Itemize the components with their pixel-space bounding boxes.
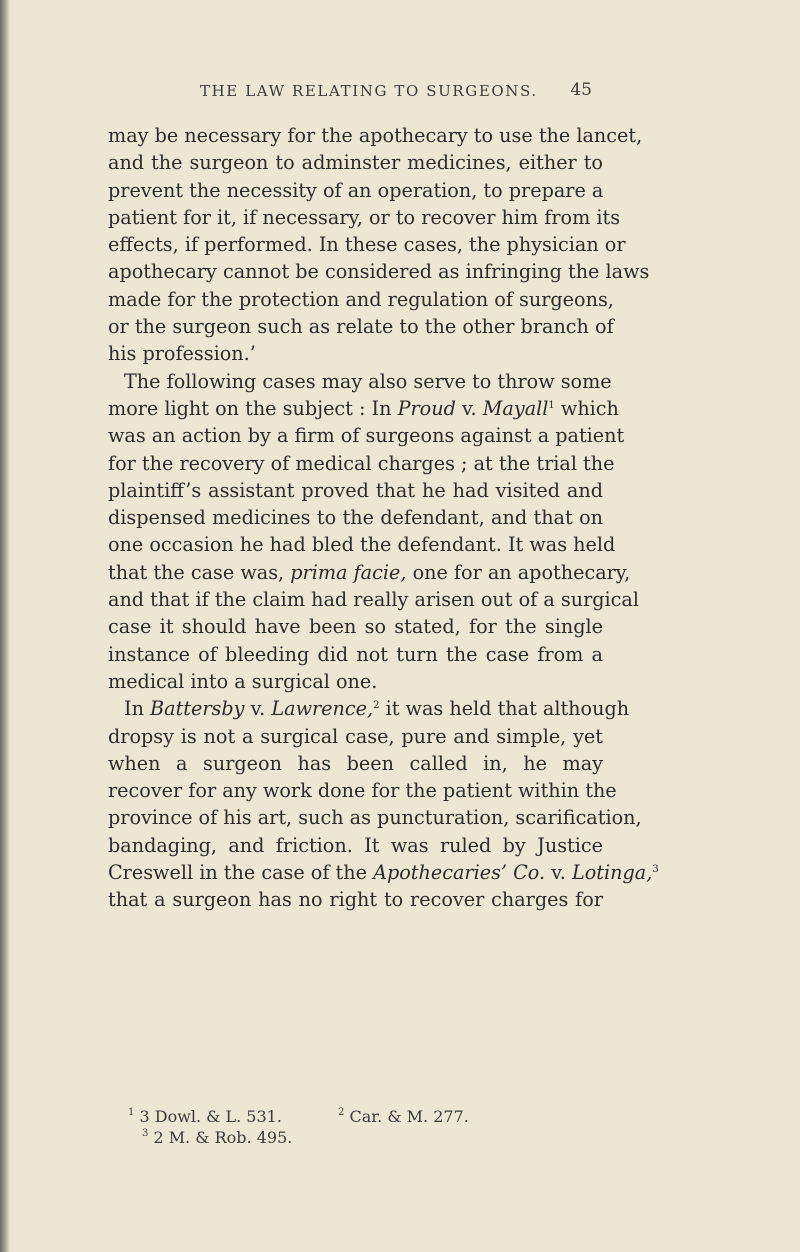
text-segment: it was held that although (385, 697, 630, 721)
text-line (108, 559, 631, 586)
footnote-ref-3: 3 (652, 864, 659, 876)
text-line: medical into a surgical one. (108, 669, 378, 693)
text-segment: Creswell in the case of the (108, 861, 367, 885)
footnotes (108, 1106, 603, 1148)
footnote-row (108, 1127, 603, 1148)
footnote-text: 2 M. & Rob. 495. (153, 1128, 293, 1147)
case-name-apothecaries: Apothecaries’ Co. (373, 861, 546, 885)
footnote-2 (338, 1106, 469, 1127)
text-segment: In (124, 697, 144, 721)
footnote-marker: 1 (128, 1107, 135, 1118)
text-line: patient for it, if necessary, or to recover him from its (108, 205, 621, 229)
text-line: and the surgeon to adminster medicines, either to (108, 151, 603, 175)
case-name-lawrence: Lawrence, (271, 697, 374, 721)
text-line: and that if the claim had really arisen out of a surgical (108, 588, 640, 612)
body-text (108, 122, 659, 914)
text-line: that a surgeon has no right to recover charges for (108, 888, 603, 912)
text-line: effects, if performed. In these cases, the physician or (108, 233, 626, 257)
page-number: 45 (570, 80, 592, 100)
text-line: made for the protection and regulation of surgeons, (108, 287, 614, 311)
text-line: bandaging, and friction. It was ruled by Justice (108, 833, 603, 857)
text-line: province of his art, such as puncturation, scarification, (108, 806, 642, 830)
case-name-mayall: Mayall (482, 396, 549, 420)
footnote-marker: 3 (142, 1128, 149, 1139)
text-line: dropsy is not a surgical case, pure and simple, yet (108, 724, 603, 748)
footnote-ref-1: 1 (548, 399, 555, 411)
footnote-text: 3 Dowl. & L. 531. (139, 1107, 282, 1126)
prima-facie: prima facie, (290, 560, 407, 584)
text-line (108, 695, 630, 722)
text-line: prevent the necessity of an operation, to prepare a (108, 178, 604, 202)
text-segment: that the case was, (108, 560, 285, 584)
text-line: The following cases may also serve to throw some (124, 369, 612, 393)
footnote-row (108, 1106, 603, 1127)
footnote-text: Car. & M. 277. (349, 1107, 469, 1126)
text-line: for the recovery of medical charges ; at the trial the (108, 451, 615, 475)
footnote-1 (128, 1106, 338, 1127)
text-line: recover for any work done for the patient within the (108, 779, 617, 803)
text-line: apothecary cannot be considered as infringing the laws (108, 260, 650, 284)
footnote-marker: 2 (338, 1107, 345, 1118)
text-line: his profession.’ (108, 342, 256, 366)
case-name-proud: Proud (397, 396, 456, 420)
running-header: THE LAW RELATING TO SURGEONS. (200, 82, 538, 100)
footnote-3 (142, 1127, 292, 1148)
versus: v. (461, 396, 477, 420)
text-line: was an action by a firm of surgeons against a patient (108, 424, 625, 448)
page-binding-edge (0, 0, 10, 1252)
footnote-ref-2: 2 (373, 700, 380, 712)
text-segment: which (560, 396, 619, 420)
versus: v. (551, 861, 566, 885)
text-line: plaintiff’s assistant proved that he had visited and (108, 478, 603, 502)
text-line: when a surgeon has been called in, he may (108, 751, 603, 775)
text-line (108, 395, 619, 422)
text-line: case it should have been so stated, for the single (108, 615, 603, 639)
text-line (108, 859, 659, 886)
text-line: may be necessary for the apothecary to use the lancet, (108, 124, 643, 147)
text-line: one occasion he had bled the defendant. It was held (108, 533, 616, 557)
text-segment: one for an apothecary, (412, 560, 631, 584)
case-name-battersby: Battersby (150, 697, 245, 721)
text-line: dispensed medicines to the defendant, and that on (108, 506, 603, 530)
versus: v. (250, 697, 266, 721)
text-line: instance of bleeding did not turn the case from a (108, 642, 603, 666)
text-line: or the surgeon such as relate to the other branch of (108, 315, 614, 339)
text-segment: more light on the subject : In (108, 396, 392, 420)
case-name-lotinga: Lotinga, (572, 861, 653, 885)
